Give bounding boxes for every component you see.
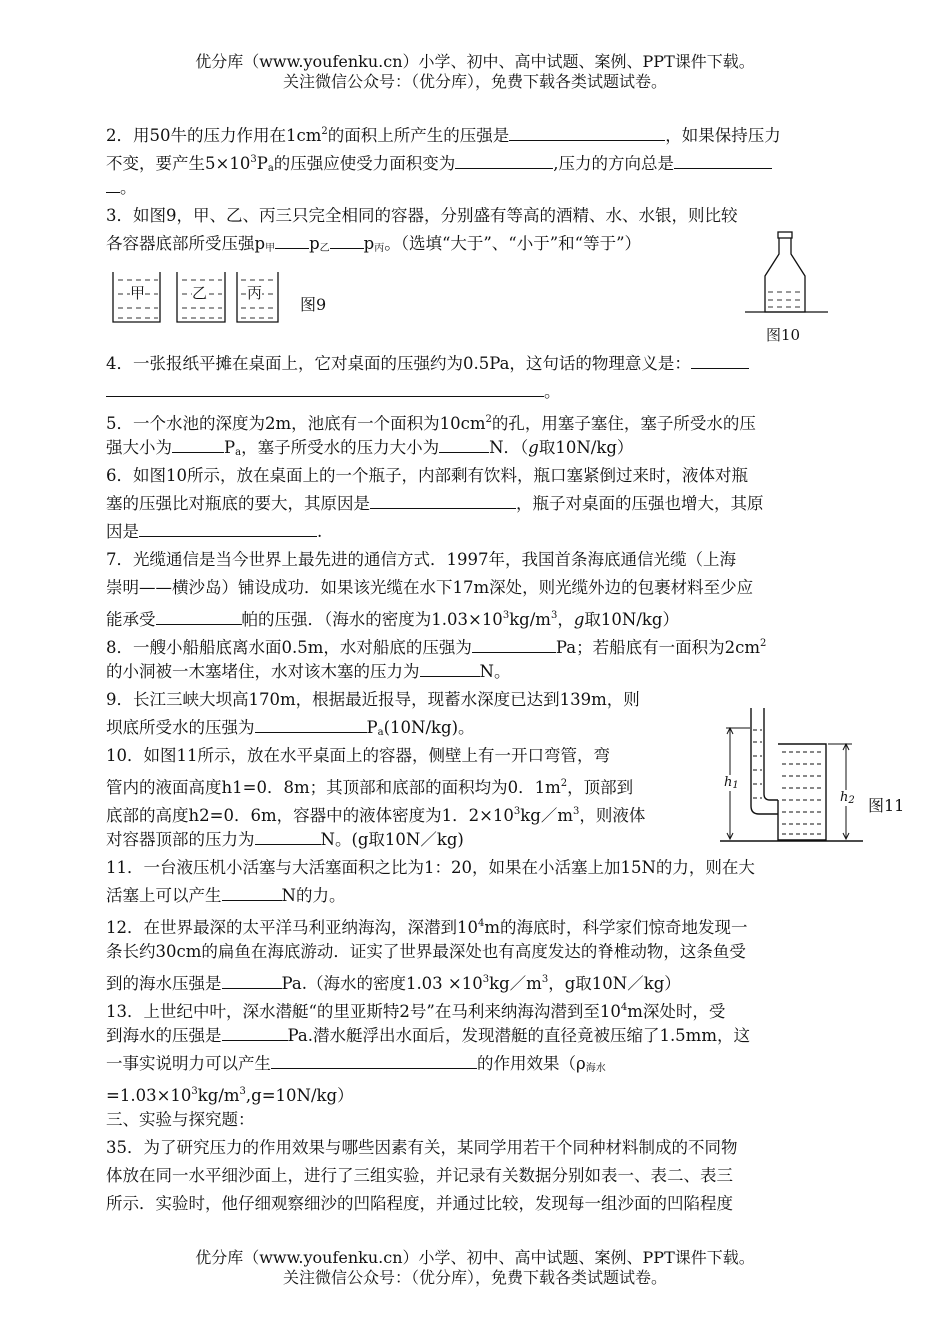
question-5-line-2: 强大小为 $P_a$，塞子所受水的压力大小为 N．（g取10N/kg） (106, 434, 633, 467)
question-2-line-1: 2．用50牛的压力作用在$1cm^2$的面积上所产生的压强是 ，如果保持压力 (106, 118, 781, 150)
header-line-1: 优分库（www.youfenku.cn）小学、初中、高中试题、案例、PPT课件下载。 (195, 52, 755, 71)
answer-blank[interactable] (156, 606, 242, 625)
answer-blank[interactable] (420, 658, 480, 677)
fig10-caption: 图10 (766, 326, 801, 344)
answer-blank[interactable] (509, 122, 665, 141)
figure-11-container (718, 702, 868, 844)
fig11-h1-label: $h_1$ (724, 775, 739, 791)
question-2-line-2: 不变，要产生$5\times 10^3P_a$的压强应使受力面积变为 ,压力的方向总是 (106, 146, 772, 183)
section-3-title: 三、实验与探究题： (106, 1110, 255, 1129)
question-13-line-1: 13．上世纪中叶，深水潜艇“的里亚斯特2号”在马利来纳海沟潜到至$10^4m$深处时，受 (106, 1002, 726, 1021)
question-2-line-3: 。 (106, 174, 137, 202)
question-9-line-1: 9．长江三峡大坝高170m，根据最近报导，现蓄水深度已达到139m，则 (106, 690, 640, 709)
answer-blank[interactable] (674, 150, 772, 169)
answer-blank[interactable] (222, 970, 282, 989)
question-9-line-2: 坝底所受水的压强为 $P_a(10N/kg)$。 (106, 714, 475, 747)
question-10-line-2: 管内的液面高度h1=0．8m；其顶部和底部的面积均为0．$1m^2$，顶部到 (106, 778, 634, 797)
answer-blank[interactable] (330, 230, 364, 249)
question-12-line-1: 12．在世界最深的太平洋马利亚纳海沟，深潜到$10^4m$的海底时，科学家们惊奇地发现一 (106, 918, 748, 937)
fig9-label-jia: 甲 (130, 284, 146, 302)
answer-blank[interactable] (691, 350, 749, 369)
question-7-line-1: 7．光缆通信是当今世界上最先进的通信方式．1997年，我国首条海底通信光缆（上海 (106, 550, 736, 569)
answer-blank[interactable] (255, 826, 321, 845)
question-4-line-1: 4．一张报纸平摊在桌面上，它对桌面的压强约为0.5Pa，这句话的物理意义是： (106, 350, 749, 378)
answer-blank[interactable] (106, 174, 120, 193)
fig11-caption: 图11 (868, 796, 905, 815)
question-6-line-2: 塞的压强比对瓶底的要大，其原因是 ，瓶子对桌面的压强也增大，其原 (106, 490, 764, 518)
answer-blank[interactable] (455, 150, 553, 169)
answer-blank[interactable] (275, 230, 309, 249)
answer-blank[interactable] (106, 378, 544, 397)
question-35-line-1: 35．为了研究压力的作用效果与哪些因素有关，某同学用若干个同种材料制成的不同物 (106, 1138, 738, 1157)
question-6-line-1: 6．如图10所示，放在桌面上的一个瓶子，内部剩有饮料，瓶口塞紧倒过来时，液体对瓶 (106, 466, 748, 485)
question-6-line-3: 因是 . (106, 518, 322, 546)
question-5-line-1: 5．一个水池的深度为2m，池底有一个面积为$10cm^2$的孔，用塞子塞住，塞子所受水的压 (106, 414, 756, 433)
fig9-caption: 图9 (300, 295, 327, 314)
answer-blank[interactable] (439, 434, 489, 453)
answer-blank[interactable] (139, 518, 317, 537)
answer-blank[interactable] (255, 714, 367, 733)
fig9-label-yi: 乙 (192, 284, 208, 302)
question-7-line-3: 能承受 帕的压强．（海水的密度为$1.03\times 10^3kg/m^3$，g取10N/kg） (106, 602, 679, 634)
question-11-line-1: 11．一台液压机小活塞与大活塞面积之比为1：20，如果在小活塞上加15N的力，则在大 (106, 858, 755, 877)
question-7-line-2: 崇明——横沙岛）铺设成功．如果该光缆在水下17m深处，则光缆外边的包裹材料至少应 (106, 578, 754, 597)
answer-blank[interactable] (222, 1022, 288, 1041)
question-12-line-3: 到的海水压强是 Pa.（海水的密度$1.03 \times 10^3kg/m^3$，g取10N／kg） (106, 966, 681, 998)
question-10-line-4: 对容器顶部的压力为 N。(g取10N／kg) (106, 826, 464, 854)
figure-10-bottle (740, 226, 830, 322)
question-3-line-2: 各容器底部所受压强$p_甲$ $p_乙$ $p_丙$。（选填“大于”、“小于”和“等于”） (106, 230, 641, 263)
question-13-line-3: 一事实说明力可以产生 的作用效果（$\rho_{海水}$ (106, 1050, 606, 1083)
answer-blank[interactable] (222, 882, 282, 901)
question-35-line-3: 所示．实验时，他仔细观察细沙的凹陷程度，并通过比较，发现每一组沙面的凹陷程度 (106, 1194, 733, 1213)
header-line-2: 关注微信公众号：（优分库），免费下载各类试题试卷。 (282, 72, 667, 91)
fig9-label-bing: 丙 (247, 284, 263, 302)
question-11-line-2: 活塞上可以产生 N的力。 (106, 882, 345, 910)
question-8-line-2: 的小洞被一木塞堵住，水对该木塞的压力为 N。 (106, 658, 510, 686)
answer-blank[interactable] (370, 490, 516, 509)
footer-line-1: 优分库（www.youfenku.cn）小学、初中、高中试题、案例、PPT课件下载。 (195, 1248, 755, 1267)
answer-blank[interactable] (271, 1050, 477, 1069)
answer-blank[interactable] (472, 634, 556, 653)
question-35-line-2: 体放在同一水平细沙面上，进行了三组实验，并记录有关数据分别如表一、表二、表三 (106, 1166, 733, 1185)
question-13-line-2: 到海水的压强是 Pa.潜水艇浮出水面后，发现潜艇的直径竟被压缩了1.5mm，这 (106, 1022, 750, 1050)
question-10-line-3: 底部的高度h2=0．6m，容器中的液体密度为1．$2\times 10^3kg/m^3$，则液体 (106, 806, 646, 825)
fig11-h2-label: $h_2$ (840, 790, 855, 806)
question-10-line-1: 10．如图11所示，放在水平桌面上的容器，侧壁上有一开口弯管，弯 (106, 746, 610, 765)
question-12-line-2: 条长约30cm的扁鱼在海底游动．证实了世界最深处也有高度发达的脊椎动物，这条鱼受 (106, 942, 746, 961)
question-4-line-2: 。 (106, 378, 561, 406)
question-13-line-4: $=1.03\times 10^3kg/m^3,g=10N/kg$） (106, 1086, 354, 1105)
question-3-line-1: 3．如图9，甲、乙、丙三只完全相同的容器，分别盛有等高的酒精、水、水银，则比较 (106, 206, 738, 225)
footer-line-2: 关注微信公众号：（优分库），免费下载各类试题试卷。 (282, 1268, 667, 1287)
question-8-line-1: 8．一艘小船船底离水面0.5m，水对船底的压强为 Pa；若船底有一面积为$2cm^2$ (106, 630, 766, 662)
answer-blank[interactable] (172, 434, 224, 453)
